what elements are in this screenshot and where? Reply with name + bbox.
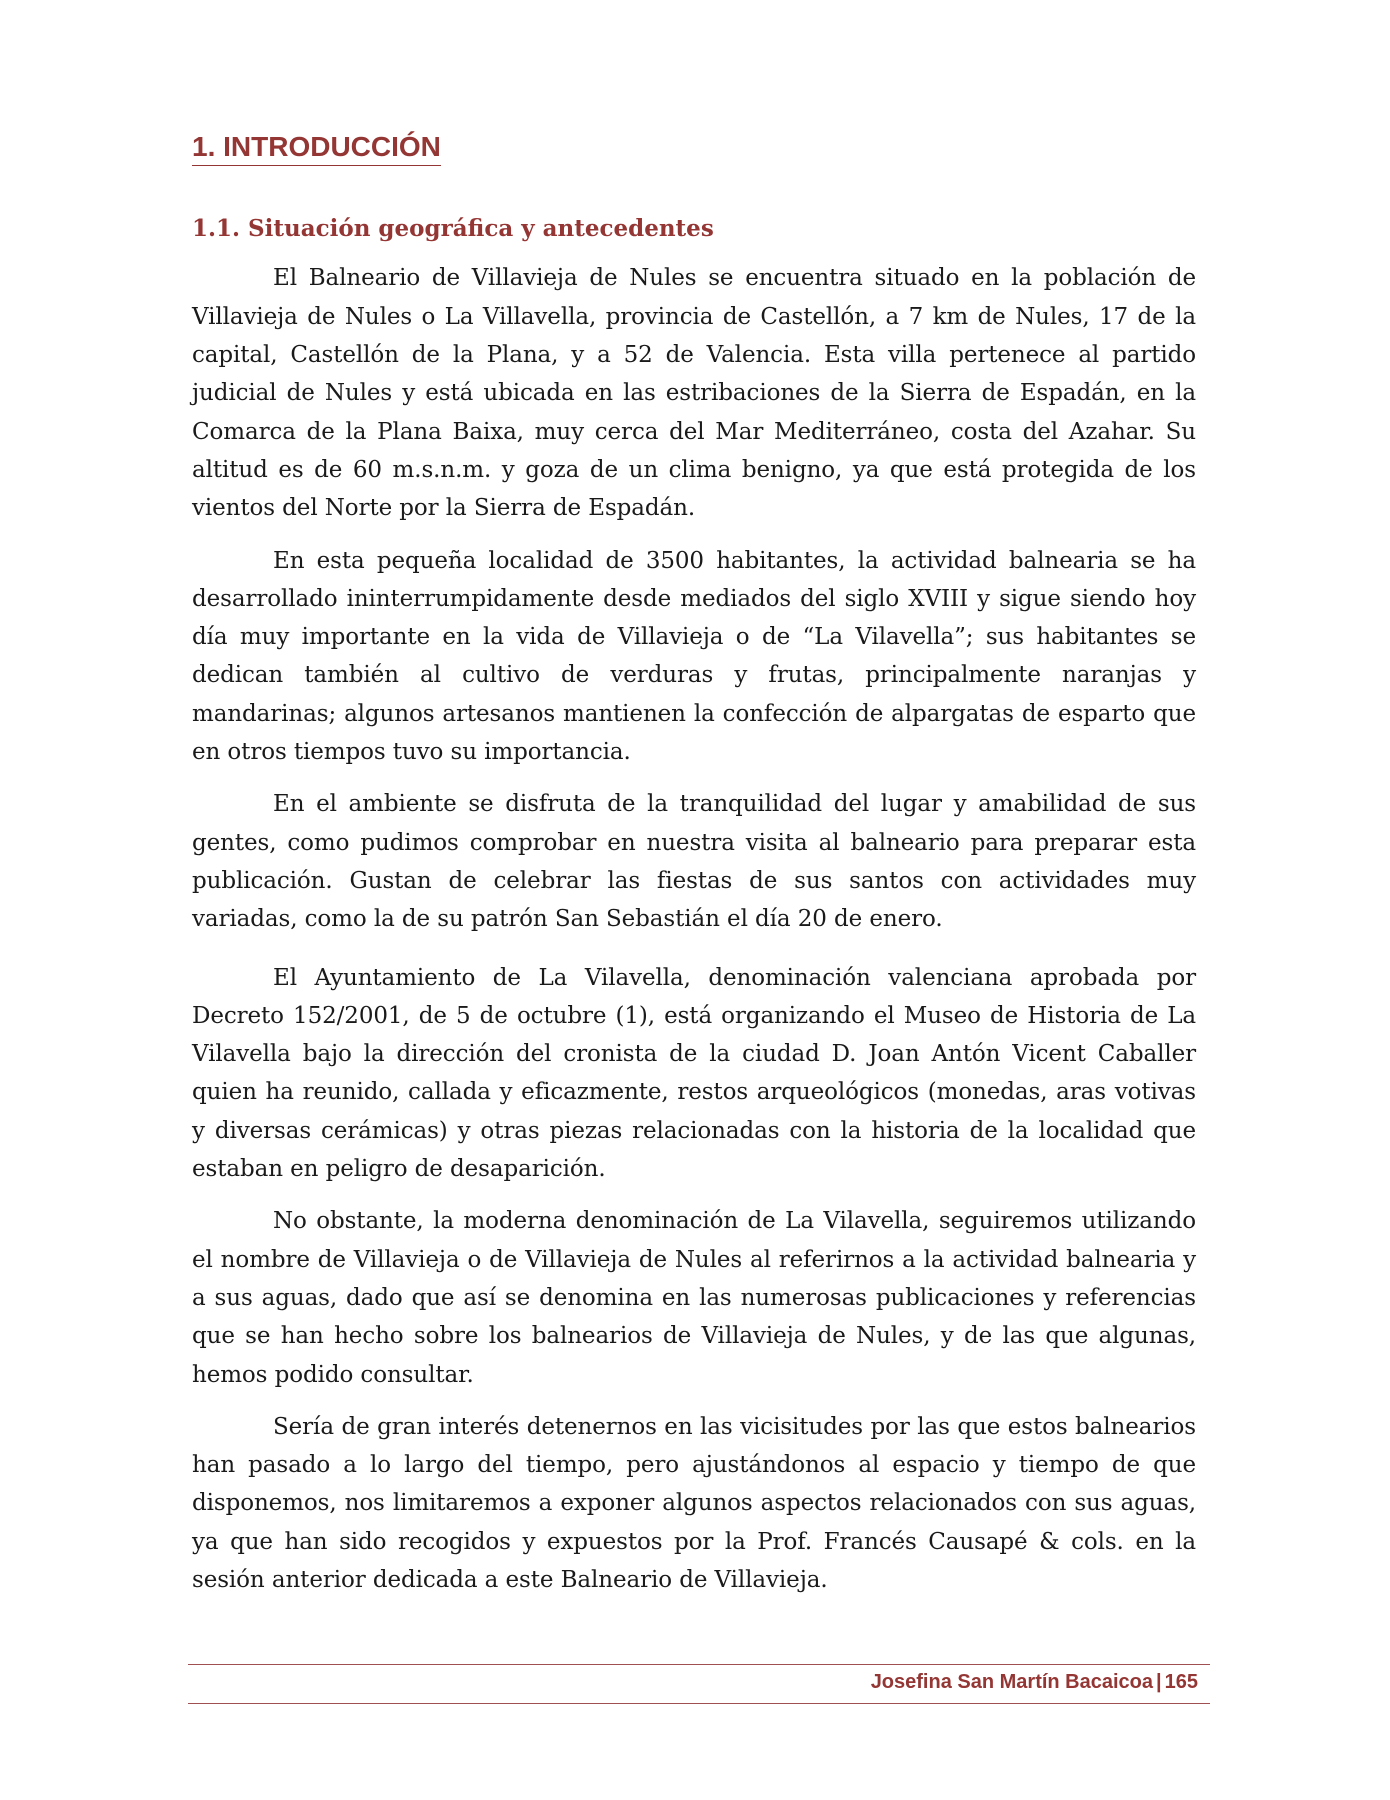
paragraph-3: En el ambiente se disfruta de la tranquilidad del lugar y amabilidad de sus gentes, como pudimos comprobar en nuestra visita al balneario para preparar esta publicación. Gustan de celebrar las fiestas de sus santos con actividades muy variadas, como la de su patrón San Sebastián el día 20 de enero. [192,791,1196,933]
paragraph-6: Sería de gran interés detenernos en las vicisitudes por las que estos balnearios han pasado a lo largo del tiempo, pero ajustándonos al espacio y tiempo de que disponemos, nos limitaremos a exponer algunos aspectos relacionados con sus aguas, ya que han sido recogidos y expuestos por la Prof. Francés Causapé & cols. en la sesión anterior dedicada a este Balneario de Villavieja. [192,1413,1196,1593]
footer-author: Josefina San Martín Bacaicoa [870,1671,1154,1693]
paragraph-4: El Ayuntamiento de La Vilavella, denominación valenciana aprobada por Decreto 152/2001, de 5 de octubre (1), está organizando el Museo de Historia de La Vilavella bajo la dirección del cronista de la ciudad D. Joan Antón Vicent Caballer quien ha reunido, callada y eficazmente, restos arqueológicos (monedas, aras votivas y diversas cerámicas) y otras piezas relacionadas con la historia de la localidad que estaban en peligro de desaparición. [192,964,1196,1183]
section-heading: 1. INTRODUCCIÓN [192,130,441,166]
page-content [192,130,1196,1599]
paragraph-2: En esta pequeña localidad de 3500 habitantes, la actividad balnearia se ha desarrollado ininterrumpidamente desde mediados del siglo XVIII y sigue siendo hoy día muy importante en la vida de Villavieja o de “La Vilavella”; sus habitantes se dedican también al cultivo de verduras y frutas, principalmente naranjas y mandarinas; algunos artesanos mantienen la confección de alpargatas de esparto que en otros tiempos tuvo su importancia. [192,547,1196,766]
footer-text [871,1671,1198,1694]
page-number: 165 [1164,1671,1198,1693]
paragraph-5: No obstante, la moderna denominación de La Vilavella, seguiremos utilizando el nombre de Villavieja o de Villavieja de Nules al referirnos a la actividad balnearia y a sus aguas, dado que así se denomina en las numerosas publicaciones y referencias que se han hecho sobre los balnearios de Villavieja de Nules, y de las que algunas, hemos podido consultar. [192,1208,1196,1388]
subsection-heading: 1.1. Situación geográfica y antecedentes [192,214,714,242]
footer-separator: | [1156,1671,1162,1693]
paragraph-1: El Balneario de Villavieja de Nules se encuentra situado en la población de Villavieja de Nules o La Villavella, provincia de Castellón, a 7 km de Nules, 17 de la capital, Castellón de la Plana, y a 52 de Valencia. Esta villa pertenece al partido judicial de Nules y está ubicada en las estribaciones de la Sierra de Espadán, en la Comarca de la Plana Baixa, muy cerca del Mar Mediterráneo, costa del Azahar. Su altitud es de 60 m.s.n.m. y goza de un clima benigno, ya que está protegida de los vientos del Norte por la Sierra de Espadán. [192,265,1196,522]
page-footer [188,1664,1210,1704]
